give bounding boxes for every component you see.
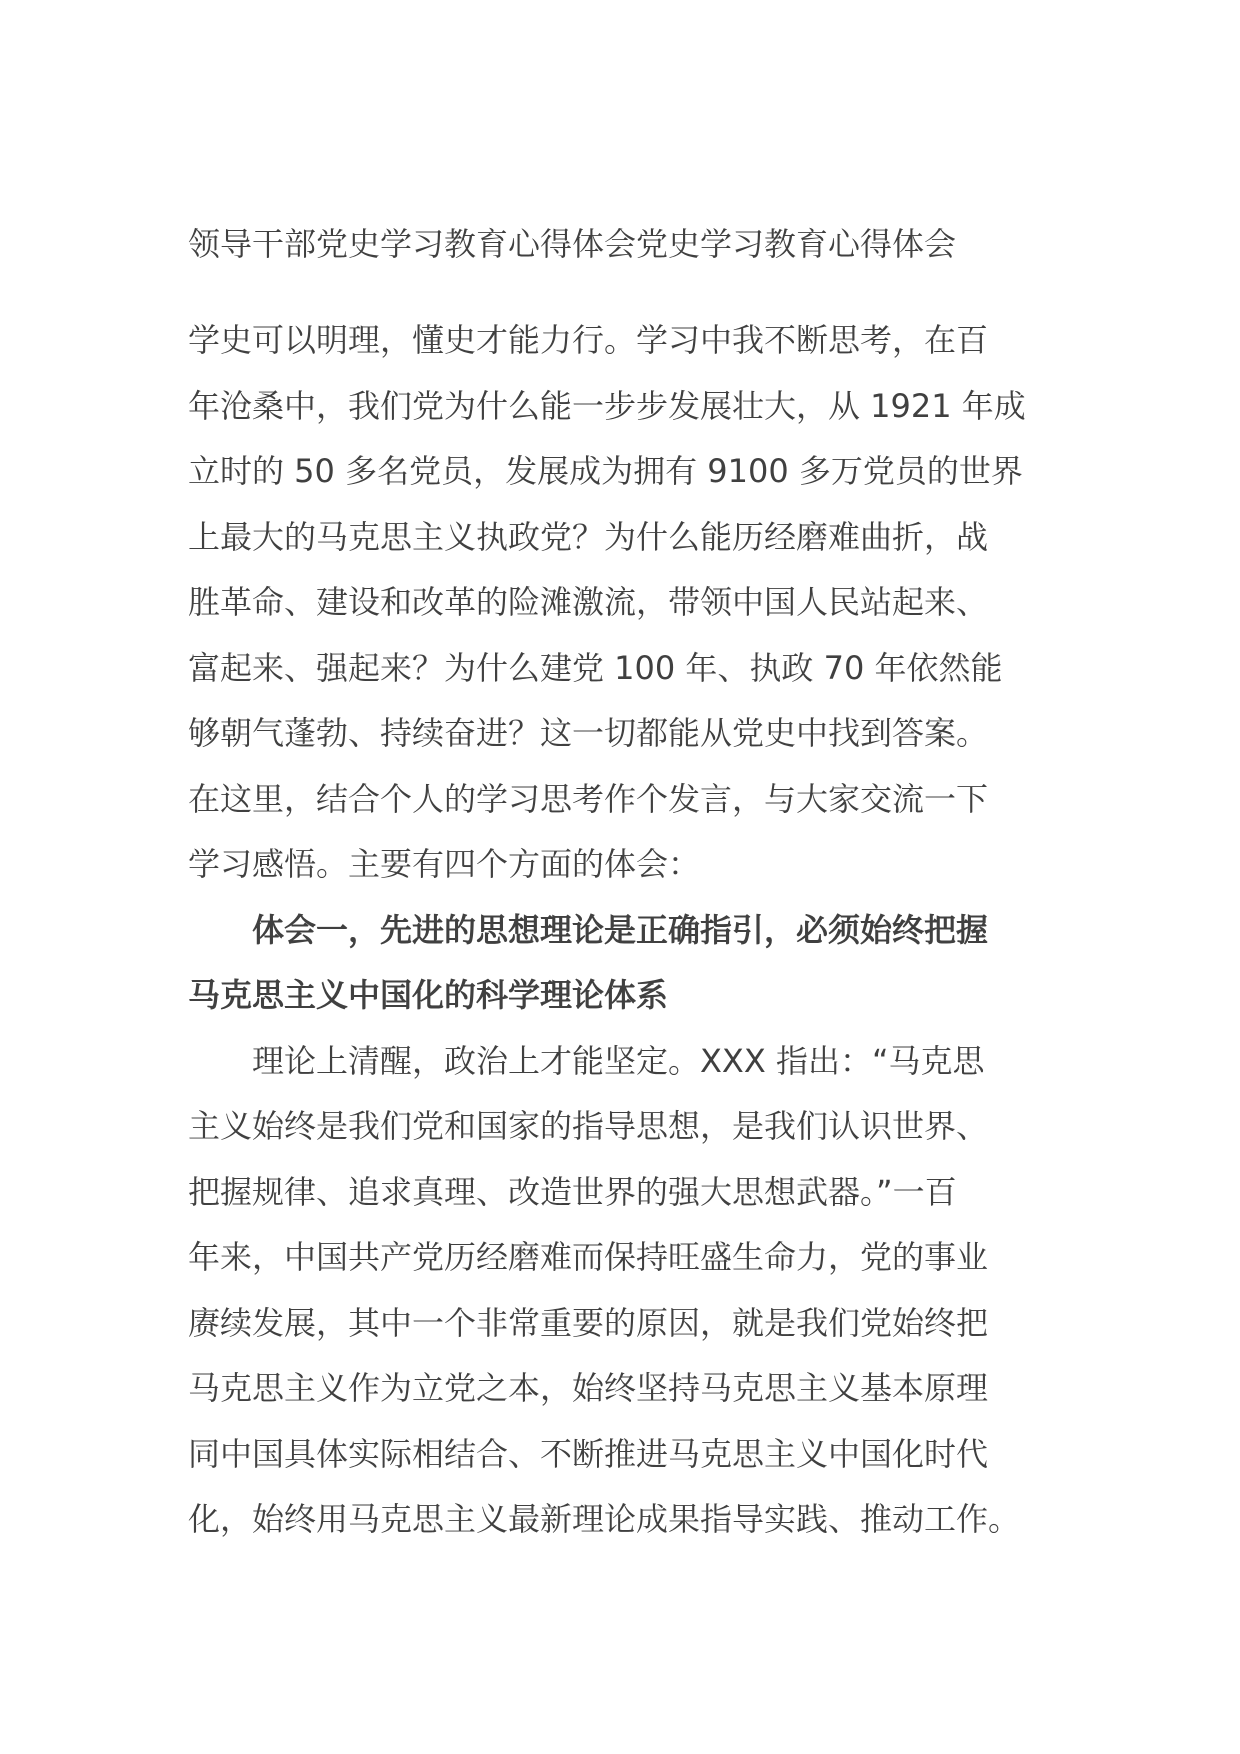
text-line: 上最大的马克思主义执政党？为什么能历经磨难曲折，战 bbox=[188, 517, 989, 556]
text-line: 立时的 50 多名党员，发展成为拥有 9100 多万党员的世界 bbox=[188, 452, 1023, 490]
document-page bbox=[188, 222, 1068, 1553]
text-line: 化，始终用马克思主义最新理论成果指导实践、推动工作。 bbox=[188, 1500, 1021, 1538]
section-heading bbox=[188, 898, 1068, 1029]
text-line: 年来，中国共产党历经磨难而保持旺盛生命力，党的事业 bbox=[188, 1238, 989, 1276]
text-line: 赓续发展，其中一个非常重要的原因，就是我们党始终把 bbox=[188, 1303, 989, 1342]
text-line: 胜革命、建设和改革的险滩激流，带领中国人民站起来、 bbox=[188, 583, 989, 621]
text-line: 理论上清醒，政治上才能坚定。XXX 指出：“马克思 bbox=[252, 1041, 985, 1080]
heading-line: 马克思主义中国化的科学理论体系 bbox=[188, 976, 669, 1014]
heading-line: 体会一，先进的思想理论是正确指引，必须始终把握 bbox=[252, 910, 989, 949]
text-line: 把握规律、追求真理、改造世界的强大思想武器。”一百 bbox=[188, 1172, 957, 1211]
body-paragraph bbox=[188, 1029, 1068, 1553]
document-title: 领导干部党史学习教育心得体会党史学习教育心得体会 bbox=[188, 225, 957, 263]
text-line: 学史可以明理，懂史才能力行。学习中我不断思考，在百 bbox=[188, 321, 989, 359]
text-line: 同中国具体实际相结合、不断推进马克思主义中国化时代 bbox=[188, 1434, 989, 1473]
text-line: 马克思主义作为立党之本，始终坚持马克思主义基本原理 bbox=[188, 1369, 989, 1407]
intro-paragraph bbox=[188, 308, 1068, 898]
text-line: 在这里，结合个人的学习思考作个发言，与大家交流一下 bbox=[188, 779, 989, 818]
text-line: 年沧桑中，我们党为什么能一步步发展壮大，从 1921 年成 bbox=[188, 386, 1026, 425]
text-line: 学习感悟。主要有四个方面的体会： bbox=[188, 845, 701, 883]
text-line: 富起来、强起来？为什么建党 100 年、执政 70 年依然能 bbox=[188, 648, 1003, 687]
text-line: 主义始终是我们党和国家的指导思想，是我们认识世界、 bbox=[188, 1107, 989, 1145]
text-line: 够朝气蓬勃、持续奋进？这一切都能从党史中找到答案。 bbox=[188, 714, 989, 752]
